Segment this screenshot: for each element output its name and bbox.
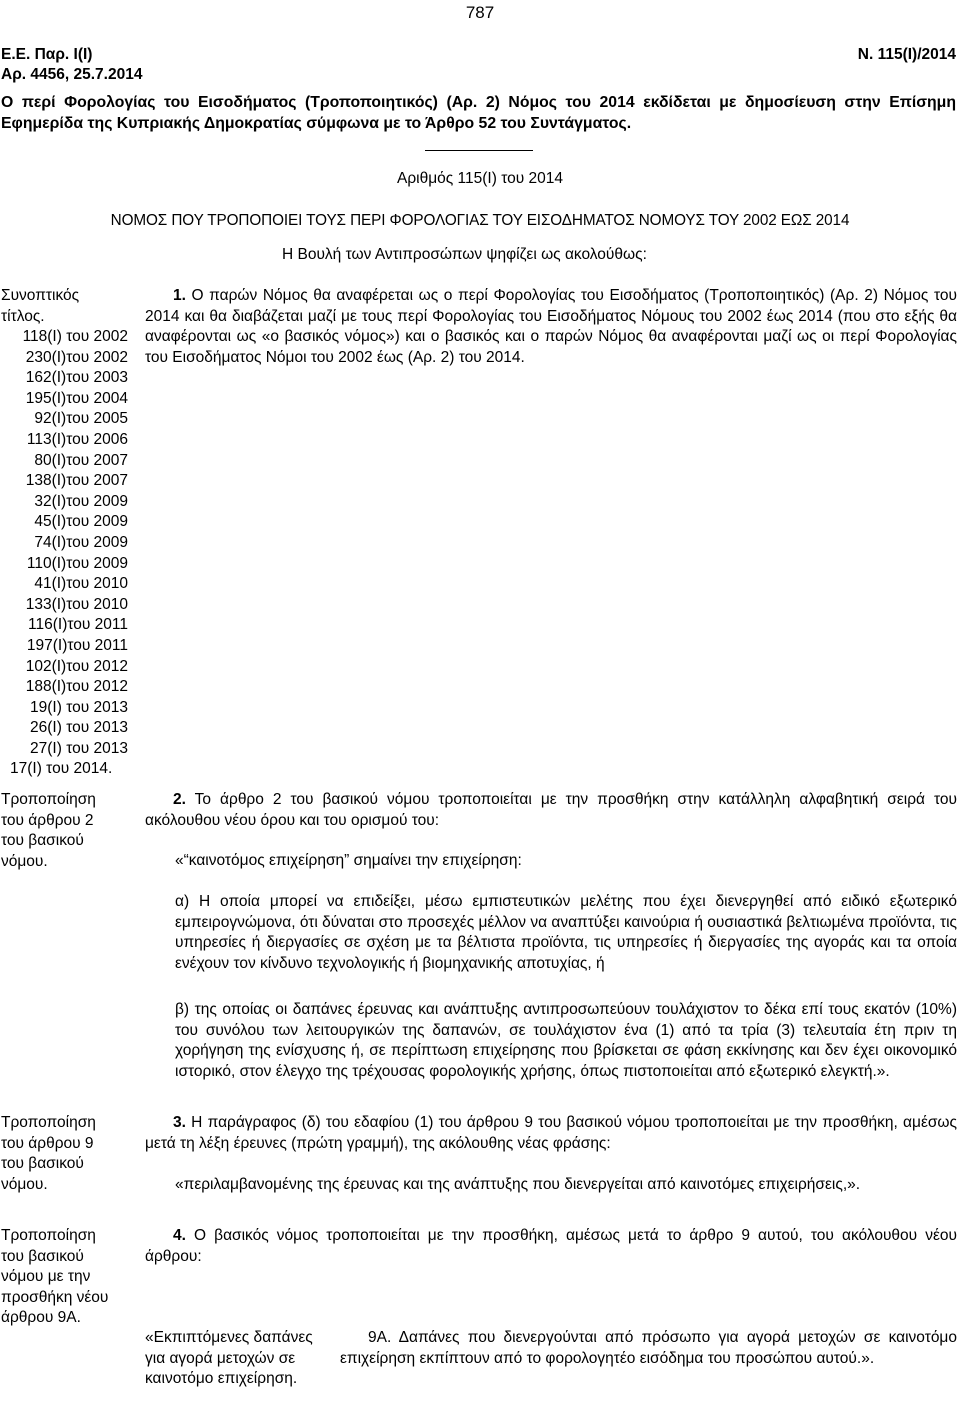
gazette-reference: Ε.Ε. Παρ. Ι(Ι) (1, 46, 93, 63)
margin-note-article-9: Τροποποίηση του άρθρου 9 του βασικού νόμου. (1, 1114, 96, 1193)
law-title: ΝΟΜΟΣ ΠΟΥ ΤΡΟΠΟΠΟΙΕΙ ΤΟΥΣ ΠΕΡΙ ΦΟΡΟΛΟΓΙΑΣ ΤΟΥ ΕΙΣΟΔΗΜΑΤΟΣ ΝΟΜΟΥΣ ΤΟΥ 2002 ΕΩΣ 2014 (110, 212, 850, 229)
reference-item: 27(Ι) του 2013 (30, 739, 128, 757)
margin-short-title: Συνοπτικός τίτλος. (1, 287, 80, 325)
section-1 (145, 286, 957, 368)
enactment-formula: Η Βουλή των Αντιπροσώπων ψηφίζει ως ακολούθως: (282, 246, 647, 263)
section-1-number: 1. (173, 287, 186, 304)
page-number: 787 (465, 3, 495, 22)
margin-references (0, 327, 128, 780)
reference-item: 102(Ι)του 2012 (25, 657, 128, 675)
reference-item: 197(Ι)του 2011 (26, 636, 128, 654)
reference-item: 41(Ι)του 2010 (34, 575, 128, 593)
reference-item: 19(Ι) του 2013 (30, 698, 128, 716)
separator-line (425, 150, 533, 151)
law-number: Αριθμός 115(Ι) του 2014 (397, 170, 563, 187)
section-3-number: 3. (173, 1114, 186, 1131)
publication-notice: Ο περί Φορολογίας του Εισοδήματος (Τροποποιητικός) (Αρ. 2) Νόμος του 2014 εκδίδεται με δημοσίευση στην Επίσημη Εφημερίδα της Κυπριακής Δημοκρατίας σύμφωνα με το Άρθρο 52 του Συντάγματος. (1, 94, 956, 132)
article-9a-block (340, 1328, 957, 1369)
section-3-quote: «περιλαμβανομένης της έρευνας και της ανάπτυξης που διενεργείται από καινοτόμες επιχειρήσεις,». (175, 1176, 861, 1193)
article-9a-side-heading: «Εκπιπτόμενες δαπάνες για αγορά μετοχών σε καινοτόμο επιχείρηση. (145, 1329, 313, 1387)
section-2-number: 2. (173, 791, 186, 808)
reference-item: 118(Ι) του 2002 (22, 328, 128, 345)
section-3-quote-block (145, 1175, 957, 1196)
margin-note-article-2: Τροποποίηση του άρθρου 2 του βασικού νόμου. (1, 791, 96, 870)
definition-item-b: β) της οποίας οι δαπάνες έρευνας και ανάπτυξης αντιπροσωπεύουν τουλάχιστον το δέκα επί τους εκατόν (10%) του συνόλου των λειτουργικών της δαπανών, σε τουλάχιστον ένα (1) από τα τρία (3) τελευταία έτη πριν τη χορήγηση της ενίσχυσης ή, σε περίπτωση επιχείρησης που βρίσκεται σε φάση εκκίνησης και δεν έχει οικονομικό ιστορικό, στον έλεγχο της τρέχουσας φορολογικής χρήσης, όπως πιστοποιείται από εξωτερικό ελεγκτή.». (175, 1001, 957, 1080)
section-2 (145, 790, 957, 831)
margin-note-article-9a: Τροποποίηση του βασικού νόμου με την προσθήκη νέου άρθρου 9Α. (1, 1227, 109, 1327)
reference-item: 80(Ι)του 2007 (34, 451, 128, 469)
definition-item-a: α) Η οποία μπορεί να επιδείξει, μέσω εμπιστευτικών μελέτης που έχει διενεργηθεί από ειδικό εξωτερικό εμπειρογνώμονα, ότι δύναται στο προσεχές μέλλον να αναπτύξει καινούρια ή ουσιαστικά βελτιωμένα προϊόντα, τις υπηρεσίες ή διεργασίες σε σχέση με τα βέλτιστα προϊόντα, τις υπηρεσίες ή διεργασίες της αγοράς και τα οποία ενέχουν τον κίνδυνο τεχνολογικής ή βιομηχανικής αποτυχίας, ή (175, 893, 957, 972)
section-4-text: Ο βασικός νόμος τροποποιείται με την προσθήκη, αμέσως μετά το άρθρο 9 αυτού, του ακόλουθου νέου άρθρου: (145, 1227, 957, 1265)
article-9a-text: 9Α. Δαπάνες που διενεργούνται από πρόσωπο για αγορά μετοχών σε καινοτόμο επιχείρηση εκπίπτουν από το φορολογητέο εισόδημα του προσώπου αυτού.». (340, 1329, 957, 1367)
gazette-issue-date: Αρ. 4456, 25.7.2014 (1, 66, 143, 83)
reference-item: 138(Ι)του 2007 (25, 472, 128, 490)
reference-item: 230(Ι)του 2002 (25, 348, 128, 366)
section-4 (145, 1226, 957, 1267)
section-3-text: Η παράγραφος (δ) του εδαφίου (1) του άρθρου 9 του βασικού νόμου τροποποιείται με την προσθήκη, αμέσως μετά τη λέξη έρευνες (πρώτη γραμμή), της ακόλουθης νέας φράσης: (145, 1114, 957, 1152)
section-2-text: Το άρθρο 2 του βασικού νόμου τροποποιείται με την προσθήκη στην κατάλληλη αλφαβητική σειρά του ακόλουθου νέου όρου και του ορισμού του: (145, 791, 957, 829)
section-1-text: Ο παρών Νόμος θα αναφέρεται ως ο περί Φορολογίας του Εισοδήματος (Τροποποιητικός) (Αρ. 2) Νόμος του 2014 και θα διαβάζεται μαζί με τους περί Φορολογίας του Εισοδήματος Νόμους του 2002 έως 2014 (που στο εξής θα αναφέρονται ως «ο βασικός νόμος») και ο βασικός και ο παρών Νόμος θα αναφέρονται μαζί ως οι περί Φορολογίας του Εισοδήματος Νόμοι του 2002 έως (Αρ. 2) του 2014. (145, 287, 957, 366)
law-reference: Ν. 115(Ι)/2014 (857, 46, 956, 63)
reference-item: 26(Ι) του 2013 (30, 719, 128, 737)
reference-item: 188(Ι)του 2012 (25, 678, 128, 696)
reference-item: 74(Ι)του 2009 (34, 533, 128, 551)
reference-item: 17(Ι) του 2014. (10, 760, 113, 778)
definition-heading: «“καινοτόμος επιχείρηση” σημαίνει την επιχείρηση: (175, 852, 522, 869)
reference-item: 133(Ι)του 2010 (25, 595, 128, 613)
reference-item: 113(Ι)του 2006 (26, 430, 128, 448)
section-4-number: 4. (173, 1227, 186, 1244)
reference-item: 45(Ι)του 2009 (34, 513, 128, 531)
reference-item: 92(Ι)του 2005 (34, 410, 128, 428)
section-3 (145, 1113, 957, 1154)
reference-item: 162(Ι)του 2003 (25, 369, 128, 387)
reference-item: 116(Ι)του 2011 (28, 616, 128, 634)
reference-item: 110(Ι)του 2009 (26, 554, 128, 572)
reference-item: 32(Ι)του 2009 (34, 492, 128, 510)
reference-item: 195(Ι)του 2004 (25, 389, 128, 407)
